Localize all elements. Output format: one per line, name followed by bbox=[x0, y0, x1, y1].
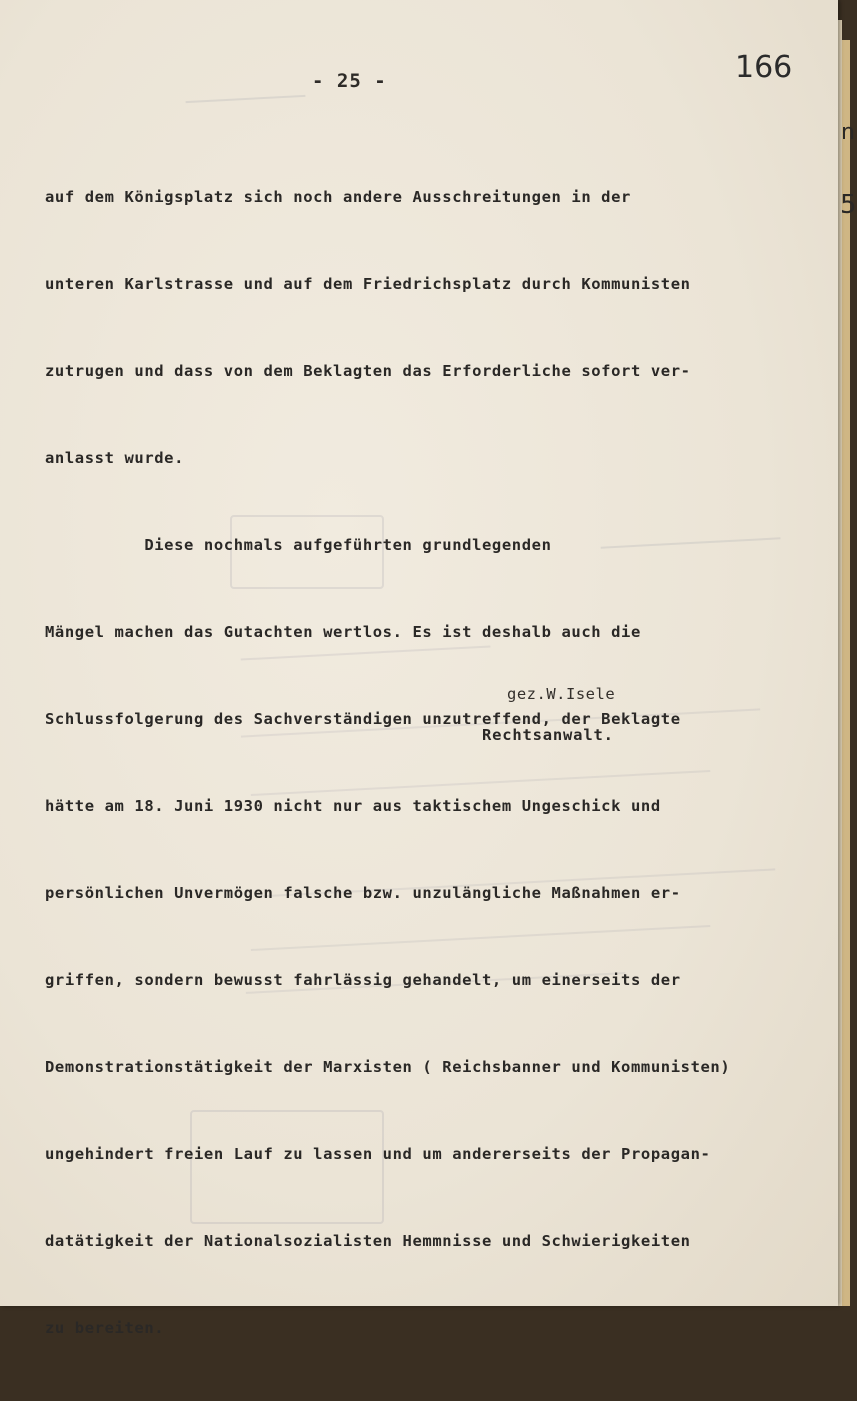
signature-title: Rechtsanwalt. bbox=[482, 726, 614, 744]
text-line: griffen, sondern bewusst fahrlässig gehandelt, um einerseits der bbox=[45, 971, 681, 989]
text-line: auf dem Königsplatz sich noch andere Ausschreitungen in der bbox=[45, 188, 631, 206]
folio-number: 166 bbox=[735, 50, 793, 85]
body-text bbox=[45, 125, 835, 1401]
text-line: zutrugen und dass von dem Beklagten das Erforderliche sofort ver- bbox=[45, 362, 691, 380]
text-line: hätte am 18. Juni 1930 nicht nur aus taktischem Ungeschick und bbox=[45, 797, 661, 815]
edge-mark: n bbox=[841, 120, 855, 145]
text-line: ungehindert freien Lauf zu lassen und um andererseits der Propagan- bbox=[45, 1145, 711, 1163]
text-line: Diese nochmals aufgeführten grundlegenden bbox=[45, 536, 552, 554]
text-line: persönlichen Unvermögen falsche bzw. unzulängliche Maßnahmen er- bbox=[45, 884, 681, 902]
bleed-through-mark bbox=[185, 75, 306, 103]
text-line: Schlussfolgerung des Sachverständigen unzutreffend, der Beklagte bbox=[45, 710, 681, 728]
page-number: - 25 - bbox=[312, 70, 387, 92]
text-line: zu bereiten. bbox=[45, 1319, 165, 1337]
text-line: unteren Karlstrasse und auf dem Friedrichsplatz durch Kommunisten bbox=[45, 275, 691, 293]
text-line: Mängel machen das Gutachten wertlos. Es ist deshalb auch die bbox=[45, 623, 641, 641]
text-line: anlasst wurde. bbox=[45, 449, 185, 467]
text-line: datätigkeit der Nationalsozialisten Hemmnisse und Schwierigkeiten bbox=[45, 1232, 691, 1250]
edge-mark: 5 bbox=[840, 190, 857, 220]
text-line: Demonstrationstätigkeit der Marxisten ( Reichsbanner und Kommunisten) bbox=[45, 1058, 731, 1076]
signature-name: gez.W.Isele bbox=[507, 685, 616, 703]
